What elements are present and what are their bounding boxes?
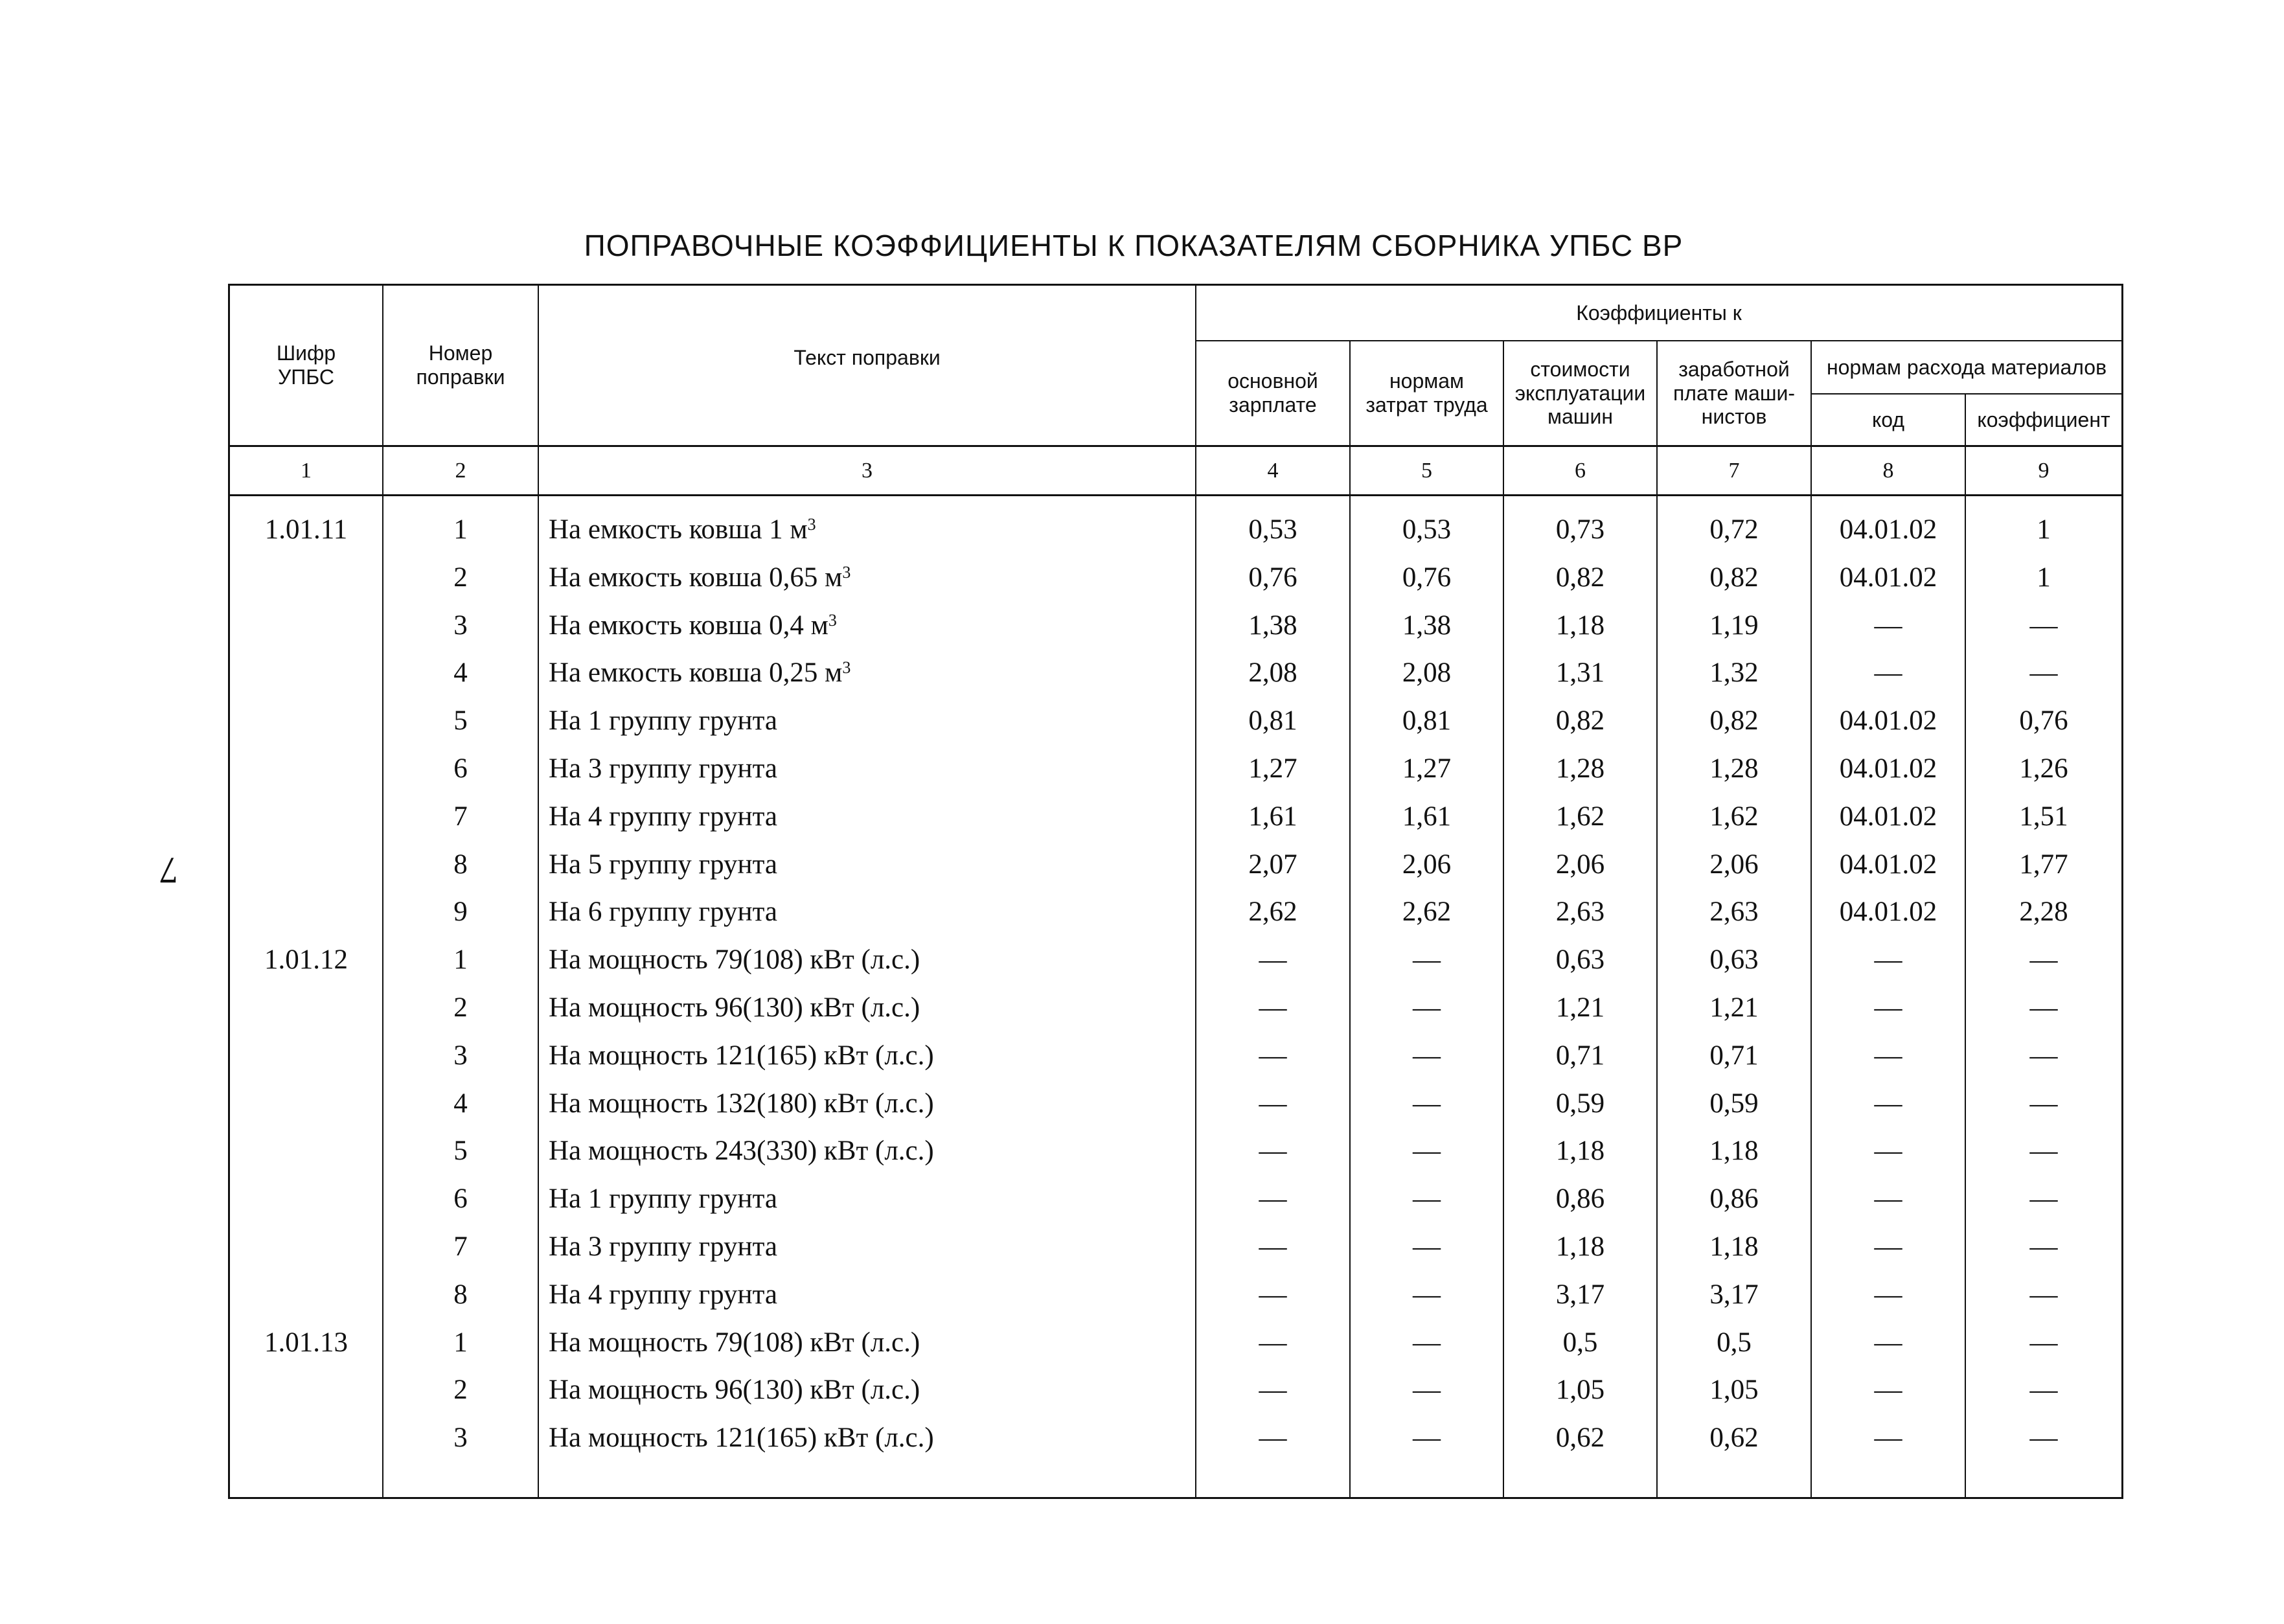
cell-labor-norms: — (1413, 1375, 1441, 1406)
header-material-code: код (1871, 407, 1905, 431)
cell-material-coefficient: — (2029, 1375, 2058, 1406)
cell-number: 7 (453, 801, 468, 832)
cell-machine-cost: 0,73 (1555, 514, 1605, 545)
cell-material-coefficient: — (2029, 1231, 2058, 1262)
col-number: 1 (301, 458, 312, 483)
page-title: ПОПРАВОЧНЫЕ КОЭФФИЦИЕНТЫ К ПОКАЗАТЕЛЯМ СБОРНИКА УПБС ВР (584, 229, 1684, 262)
cell-machine-cost: 0,82 (1555, 705, 1605, 737)
cell-material-code: — (1874, 992, 1902, 1023)
cell-machine-cost: 2,63 (1555, 897, 1605, 928)
cell-material-code: — (1874, 1423, 1902, 1454)
cell-number: 2 (453, 562, 468, 593)
cell-code (230, 888, 382, 936)
cell-base-wage: — (1259, 1375, 1287, 1406)
cell-operator-wage: 0,82 (1709, 705, 1759, 737)
cell-text: На 4 группу грунта (549, 1279, 777, 1310)
cell-material-coefficient: 1 (2037, 562, 2051, 593)
cell-labor-norms: — (1413, 1327, 1441, 1358)
cell-material-coefficient: 1,51 (2019, 801, 2068, 832)
cell-code: 1.01.12 (264, 944, 348, 976)
cell-labor-norms: 2,62 (1402, 897, 1452, 928)
cell-text: На 3 группу грунта (549, 1231, 777, 1262)
cell-machine-cost: 2,06 (1555, 849, 1605, 880)
cell-base-wage: 2,08 (1248, 658, 1297, 689)
cell-machine-cost: 0,59 (1555, 1088, 1605, 1119)
cell-machine-cost: 0,71 (1555, 1040, 1605, 1071)
cell-operator-wage: 0,62 (1709, 1423, 1759, 1454)
cell-number: 2 (453, 992, 468, 1023)
cell-labor-norms: 1,38 (1402, 610, 1452, 641)
cell-text: На мощность 132(180) кВт (л.с.) (549, 1088, 934, 1119)
cell-text: На 6 группу грунта (549, 897, 777, 928)
cell-labor-norms: 1,61 (1402, 801, 1452, 832)
cell-labor-norms: — (1413, 1136, 1441, 1167)
cell-material-code: — (1874, 1231, 1902, 1262)
cell-number: 8 (453, 849, 468, 880)
cell-base-wage: — (1259, 1279, 1287, 1310)
cell-base-wage: — (1259, 1088, 1287, 1119)
cell-code (230, 1414, 382, 1462)
col-number: 4 (1267, 458, 1279, 483)
header-materials: нормам расхода материалов (1826, 355, 2107, 379)
cell-material-code: — (1874, 1040, 1902, 1071)
cell-base-wage: — (1259, 1231, 1287, 1262)
cell-material-code: — (1874, 1184, 1902, 1215)
cell-operator-wage: 1,05 (1709, 1375, 1759, 1406)
cell-text: На мощность 79(108) кВт (л.с.) (549, 1327, 920, 1358)
col-number: 9 (2038, 458, 2050, 483)
cell-material-code: 04.01.02 (1839, 753, 1937, 784)
col-number: 6 (1575, 458, 1586, 483)
cell-number: 1 (453, 514, 468, 545)
cell-labor-norms: — (1413, 1184, 1441, 1215)
cell-machine-cost: 1,18 (1555, 1136, 1605, 1167)
cell-number: 5 (453, 1136, 468, 1167)
cell-material-code: — (1874, 1327, 1902, 1358)
cell-labor-norms: — (1413, 1423, 1441, 1454)
cell-text: На 4 группу грунта (549, 801, 777, 832)
cell-operator-wage: 1,32 (1709, 658, 1759, 689)
cell-material-code: — (1874, 1088, 1902, 1119)
cell-text: На мощность 243(330) кВт (л.с.) (549, 1136, 934, 1167)
cell-base-wage: — (1259, 1136, 1287, 1167)
cell-machine-cost: 1,05 (1555, 1375, 1605, 1406)
header-text: Текст поправки (794, 345, 941, 369)
cell-operator-wage: 3,17 (1709, 1279, 1759, 1310)
cell-material-coefficient: — (2029, 610, 2058, 641)
cell-number: 9 (453, 897, 468, 928)
cell-code (230, 1080, 382, 1128)
page-number: 7 (159, 849, 178, 891)
cell-material-coefficient: — (2029, 1088, 2058, 1119)
cell-material-coefficient: 0,76 (2019, 705, 2068, 737)
cell-code (230, 793, 382, 841)
cell-text: На 1 группу грунта (549, 1184, 777, 1215)
cell-machine-cost: 0,82 (1555, 562, 1605, 593)
cell-material-coefficient: — (2029, 658, 2058, 689)
col-number: 8 (1882, 458, 1894, 483)
cell-code (230, 1175, 382, 1223)
cell-machine-cost: 1,31 (1555, 658, 1605, 689)
cell-text: На 3 группу грунта (549, 753, 777, 784)
cell-material-coefficient: 1,26 (2019, 753, 2068, 784)
cell-labor-norms: — (1413, 1040, 1441, 1071)
cell-material-code: 04.01.02 (1839, 801, 1937, 832)
cell-material-coefficient: — (2029, 992, 2058, 1023)
cell-labor-norms: — (1413, 944, 1441, 976)
cell-base-wage: — (1259, 1040, 1287, 1071)
cell-number: 6 (453, 1184, 468, 1215)
cell-operator-wage: 2,06 (1709, 849, 1759, 880)
cell-machine-cost: 3,17 (1555, 1279, 1605, 1310)
cell-number: 4 (453, 658, 468, 689)
cell-text: На мощность 121(165) кВт (л.с.) (549, 1040, 934, 1071)
header-base-wage: основной зарплате (1228, 369, 1318, 417)
cell-text: На емкость ковша 0,25 м $^3$ (549, 658, 851, 689)
cell-machine-cost: 0,5 (1562, 1327, 1598, 1358)
cell-operator-wage: 0,72 (1709, 514, 1759, 545)
cell-code (230, 1127, 382, 1175)
cell-material-coefficient: — (2029, 1040, 2058, 1071)
cell-machine-cost: 1,62 (1555, 801, 1605, 832)
cell-material-coefficient: — (2029, 1184, 2058, 1215)
header-machine-cost: стоимости эксплуатации машин (1514, 357, 1646, 429)
cell-code (230, 554, 382, 602)
cell-material-coefficient: — (2029, 944, 2058, 976)
cell-base-wage: 0,53 (1248, 514, 1297, 545)
cell-text: На емкость ковша 0,65 м $^3$ (549, 562, 851, 593)
cell-code (230, 1271, 382, 1319)
cell-material-coefficient: 1 (2037, 514, 2051, 545)
cell-operator-wage: 0,82 (1709, 562, 1759, 593)
cell-text: На емкость ковша 0,4 м $^3$ (549, 610, 837, 641)
cell-code (230, 984, 382, 1032)
cell-base-wage: 2,07 (1248, 849, 1297, 880)
cell-material-code: — (1874, 1279, 1902, 1310)
cell-material-code: — (1874, 658, 1902, 689)
col-number: 3 (862, 458, 873, 483)
header-operator-wage: заработной плате маши- нистов (1673, 357, 1796, 429)
cell-labor-norms: 0,76 (1402, 562, 1452, 593)
cell-operator-wage: 1,62 (1709, 801, 1759, 832)
cell-machine-cost: 1,28 (1555, 753, 1605, 784)
cell-material-code: 04.01.02 (1839, 514, 1937, 545)
cell-text: На мощность 79(108) кВт (л.с.) (549, 944, 920, 976)
cell-material-code: — (1874, 610, 1902, 641)
cell-number: 7 (453, 1231, 468, 1262)
cell-operator-wage: 0,86 (1709, 1184, 1759, 1215)
header-group: Коэффициенты к (1576, 301, 1742, 325)
cell-operator-wage: 1,28 (1709, 753, 1759, 784)
cell-code (230, 745, 382, 793)
cell-material-code: 04.01.02 (1839, 897, 1937, 928)
cell-labor-norms: — (1413, 1088, 1441, 1119)
cell-material-coefficient: 2,28 (2019, 897, 2068, 928)
col-number: 5 (1421, 458, 1432, 483)
cell-labor-norms: 0,81 (1402, 705, 1452, 737)
cell-base-wage: — (1259, 1327, 1287, 1358)
cell-material-code: 04.01.02 (1839, 849, 1937, 880)
cell-code: 1.01.11 (264, 514, 348, 545)
cell-operator-wage: 0,71 (1709, 1040, 1759, 1071)
cell-machine-cost: 1,21 (1555, 992, 1605, 1023)
cell-number: 3 (453, 1040, 468, 1071)
cell-material-code: 04.01.02 (1839, 562, 1937, 593)
cell-number: 2 (453, 1375, 468, 1406)
cell-machine-cost: 0,62 (1555, 1423, 1605, 1454)
cell-machine-cost: 1,18 (1555, 1231, 1605, 1262)
cell-operator-wage: 1,21 (1709, 992, 1759, 1023)
cell-base-wage: 1,38 (1248, 610, 1297, 641)
cell-number: 3 (453, 610, 468, 641)
cell-text: На 1 группу грунта (549, 705, 777, 737)
cell-code (230, 1366, 382, 1414)
cell-code (230, 649, 382, 697)
cell-number: 3 (453, 1423, 468, 1454)
cell-base-wage: — (1259, 992, 1287, 1023)
col-number: 7 (1728, 458, 1740, 483)
cell-base-wage: 0,76 (1248, 562, 1297, 593)
cell-material-code: — (1874, 1136, 1902, 1167)
cell-text: На 5 группу грунта (549, 849, 777, 880)
cell-text: На мощность 121(165) кВт (л.с.) (549, 1423, 934, 1454)
cell-code (230, 1032, 382, 1080)
cell-number: 6 (453, 753, 468, 784)
cell-base-wage: 1,61 (1248, 801, 1297, 832)
cell-material-coefficient: 1,77 (2019, 849, 2068, 880)
cell-code: 1.01.13 (264, 1327, 348, 1358)
cell-labor-norms: — (1413, 1231, 1441, 1262)
cell-number: 8 (453, 1279, 468, 1310)
cell-base-wage: 1,27 (1248, 753, 1297, 784)
cell-material-code: — (1874, 944, 1902, 976)
cell-number: 5 (453, 705, 468, 737)
cell-base-wage: 2,62 (1248, 897, 1297, 928)
cell-labor-norms: 0,53 (1402, 514, 1452, 545)
cell-labor-norms: 2,08 (1402, 658, 1452, 689)
header-material-coefficient: коэффициент (1977, 407, 2110, 431)
cell-operator-wage: 1,18 (1709, 1231, 1759, 1262)
cell-operator-wage: 0,5 (1717, 1327, 1752, 1358)
header-labor-norms: нормам затрат труда (1365, 369, 1488, 417)
cell-material-coefficient: — (2029, 1279, 2058, 1310)
cell-machine-cost: 0,86 (1555, 1184, 1605, 1215)
cell-material-coefficient: — (2029, 1423, 2058, 1454)
cell-machine-cost: 0,63 (1555, 944, 1605, 976)
col-number: 2 (455, 458, 466, 483)
cell-base-wage: — (1259, 1184, 1287, 1215)
header-code: Шифр УПБС (276, 341, 336, 389)
cell-code (230, 697, 382, 745)
cell-base-wage: — (1259, 1423, 1287, 1454)
cell-labor-norms: 1,27 (1402, 753, 1452, 784)
cell-text: На емкость ковша 1 м $^3$ (549, 514, 816, 545)
cell-labor-norms: — (1413, 992, 1441, 1023)
cell-text: На мощность 96(130) кВт (л.с.) (549, 992, 920, 1023)
coefficients-table (228, 284, 2123, 1499)
cell-labor-norms: — (1413, 1279, 1441, 1310)
header-number: Номер поправки (416, 341, 505, 389)
number-row-bottom-rule (230, 494, 2121, 496)
cell-operator-wage: 1,19 (1709, 610, 1759, 641)
cell-number: 1 (453, 1327, 468, 1358)
cell-base-wage: — (1259, 944, 1287, 976)
cell-material-code: — (1874, 1375, 1902, 1406)
cell-base-wage: 0,81 (1248, 705, 1297, 737)
cell-code (230, 602, 382, 650)
cell-code (230, 1223, 382, 1271)
cell-text: На мощность 96(130) кВт (л.с.) (549, 1375, 920, 1406)
cell-machine-cost: 1,18 (1555, 610, 1605, 641)
cell-number: 1 (453, 944, 468, 976)
cell-operator-wage: 2,63 (1709, 897, 1759, 928)
cell-operator-wage: 0,63 (1709, 944, 1759, 976)
cell-operator-wage: 1,18 (1709, 1136, 1759, 1167)
cell-material-code: 04.01.02 (1839, 705, 1937, 737)
cell-number: 4 (453, 1088, 468, 1119)
cell-labor-norms: 2,06 (1402, 849, 1452, 880)
cell-code (230, 841, 382, 889)
cell-material-coefficient: — (2029, 1327, 2058, 1358)
cell-operator-wage: 0,59 (1709, 1088, 1759, 1119)
cell-material-coefficient: — (2029, 1136, 2058, 1167)
